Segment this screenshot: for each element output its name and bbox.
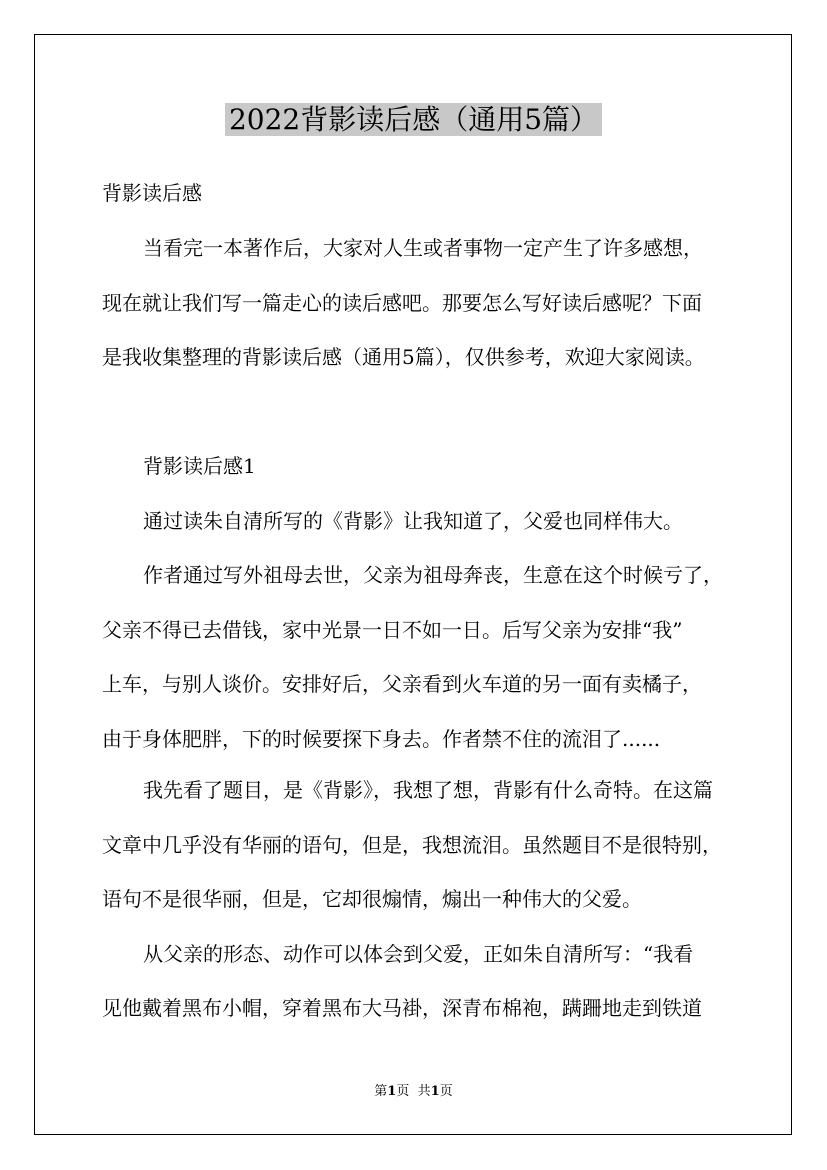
paragraph-line: 作者通过写外祖母去世，父亲为祖母奔丧，生意在这个时候亏了， bbox=[143, 563, 723, 587]
page-footer bbox=[0, 1084, 827, 1100]
paragraph-line: 通过读朱自清所写的《背影》让我知道了，父爱也同样伟大。 bbox=[143, 509, 683, 533]
page-suffix: 页 bbox=[396, 1084, 410, 1099]
section-heading: 背影读后感 bbox=[102, 181, 202, 205]
paragraph-line: 从父亲的形态、动作可以体会到父爱，正如朱自清所写：“我看 bbox=[143, 942, 694, 966]
paragraph-line: 见他戴着黑布小帽，穿着黑布大马褂，深青布棉袍，蹒跚地走到铁道 bbox=[102, 996, 702, 1020]
total-suffix: 页 bbox=[439, 1084, 453, 1099]
paragraph-line: 是我收集整理的背影读后感（通用5篇），仅供参考，欢迎大家阅读。 bbox=[102, 345, 705, 369]
paragraph-line: 文章中几乎没有华丽的语句，但是，我想流泪。虽然题目不是很特别， bbox=[102, 833, 722, 857]
total-prefix: 共 bbox=[417, 1084, 431, 1099]
page-prefix: 第 bbox=[374, 1084, 388, 1099]
paragraph-line: 由于身体肥胖，下的时候要探下身去。作者禁不住的流泪了...... bbox=[102, 727, 661, 751]
paragraph-line: 当看完一本著作后，大家对人生或者事物一定产生了许多感想， bbox=[143, 236, 703, 260]
paragraph-line: 我先看了题目，是《背影》，我想了想，背影有什么奇特。在这篇 bbox=[143, 778, 713, 802]
paragraph-line: 上车，与别人谈价。安排好后，父亲看到火车道的另一面有卖橘子， bbox=[102, 672, 702, 696]
document-title bbox=[0, 100, 827, 140]
subsection-heading: 背影读后感1 bbox=[143, 454, 256, 478]
paragraph-line: 父亲不得已去借钱，家中光景一日不如一日。后写父亲为安排“我” bbox=[102, 618, 683, 642]
paragraph-line: 语句不是很华丽，但是，它却很煽情，煽出一种伟大的父爱。 bbox=[102, 887, 642, 911]
total-pages: 1 bbox=[430, 1084, 440, 1099]
title-text: 2022背影读后感（通用5篇） bbox=[225, 103, 602, 136]
page-number: 1 bbox=[387, 1084, 397, 1099]
paragraph-line: 现在就让我们写一篇走心的读后感吧。那要怎么写好读后感呢？下面 bbox=[102, 291, 702, 315]
